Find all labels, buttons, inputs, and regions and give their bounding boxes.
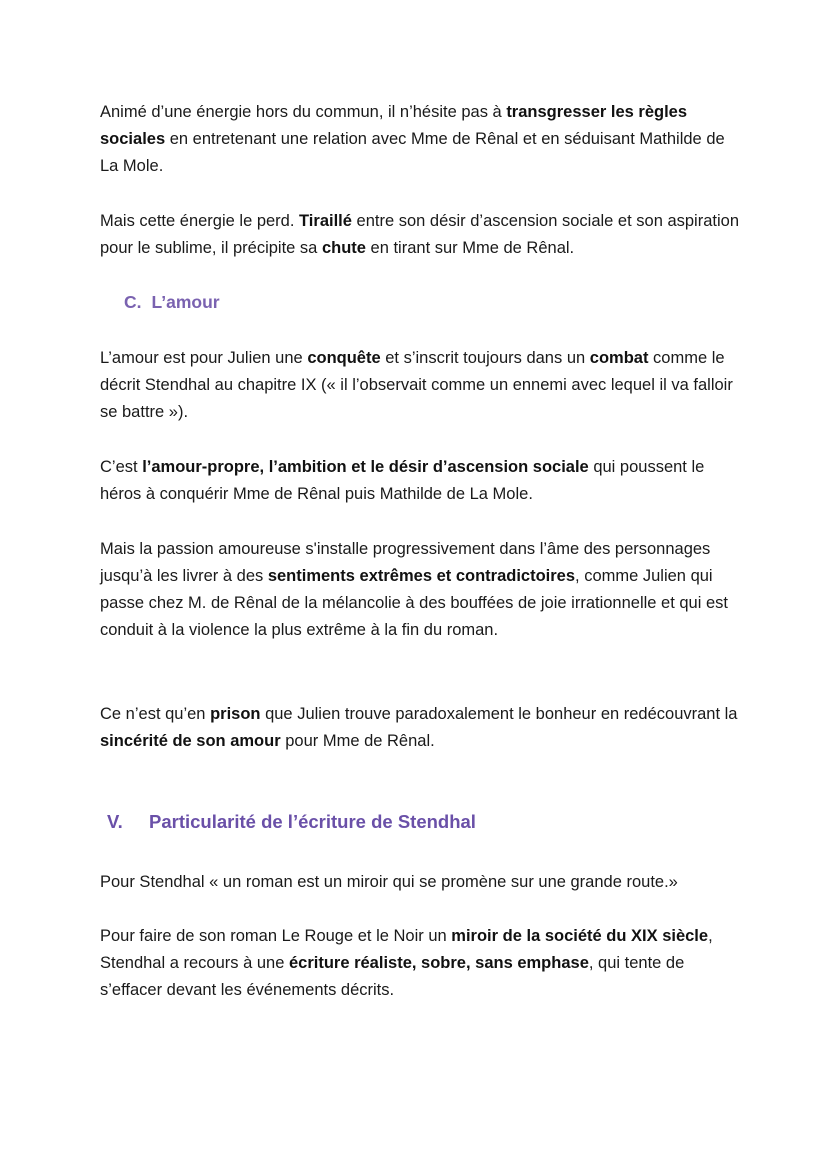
bold-text: l’amour-propre, l’ambition et le désir d’ascension sociale (142, 458, 589, 476)
paragraph-text: Ce n’est qu’en (100, 705, 211, 723)
paragraph-text: Animé d’une énergie hors du commun, il n’hésite pas à (100, 103, 507, 121)
section-heading (107, 811, 476, 833)
subsection-heading (124, 292, 220, 313)
paragraph-text: Pour faire de son roman Le Rouge et le Noir un (100, 927, 452, 945)
paragraph-ambition (100, 454, 740, 508)
paragraph-text: Pour Stendhal « un roman est un miroir qui se promène sur une grande route.» (100, 873, 678, 891)
paragraph-text: Mais la passion amoureuse s'installe progressivement dans l’âme des personnages jusqu’à les livrer à des (100, 540, 711, 585)
paragraph-prison (100, 701, 740, 755)
paragraph-text: , Stendhal a recours à une (100, 927, 713, 972)
paragraph-conquest (100, 345, 740, 426)
section-title: Particularité de l’écriture de Stendhal (149, 811, 476, 832)
subsection-title: L’amour (151, 292, 220, 312)
section-number: V. (107, 811, 123, 832)
bold-text: conquête (307, 349, 381, 367)
paragraph-text: , qui tente de s’effacer devant les événements décrits. (100, 954, 685, 999)
bold-text: sincérité de son amour (100, 732, 281, 750)
paragraph-text: qui poussent le héros à conquérir Mme de Rênal puis Mathilde de La Mole. (100, 458, 705, 503)
paragraph-text: C’est (100, 458, 143, 476)
paragraph-text: et s’inscrit toujours dans un (380, 349, 590, 367)
bold-text: Tiraillé (299, 212, 352, 230)
bold-text: combat (589, 349, 649, 367)
paragraph-text: , comme Julien qui passe chez M. de Rênal de la mélancolie à des bouffées de joie irrationnelle et qui est conduit à la violence la plus extrême à la fin du roman. (100, 567, 728, 639)
paragraph-text: entre son désir d’ascension sociale et son aspiration pour le sublime, il précipite sa (100, 212, 739, 257)
paragraph-mirror-quote (100, 869, 740, 896)
bold-text: miroir de la société du XIX siècle (451, 927, 709, 945)
bold-text: sentiments extrêmes et contradictoires (267, 567, 576, 585)
paragraph-text: pour Mme de Rênal. (280, 732, 435, 750)
paragraph-passion (100, 536, 740, 644)
paragraph-text: en tirant sur Mme de Rênal. (365, 239, 575, 257)
paragraph-text: comme le décrit Stendhal au chapitre IX (« il l’observait comme un ennemi avec lequel il va falloir se battre »). (100, 349, 733, 421)
bold-text: prison (210, 705, 261, 723)
bold-text: chute (321, 239, 366, 257)
paragraph-text: Mais cette énergie le perd. (100, 212, 300, 230)
paragraph-text: que Julien trouve paradoxalement le bonheur en redécouvrant la (260, 705, 738, 723)
paragraph-text: L’amour est pour Julien une (100, 349, 308, 367)
paragraph-energy (100, 99, 740, 180)
paragraph-realism (100, 923, 740, 1004)
bold-text: transgresser les règles sociales (100, 103, 688, 148)
bold-text: écriture réaliste, sobre, sans emphase (288, 954, 589, 972)
paragraph-text: en entretenant une relation avec Mme de Rênal et en séduisant Mathilde de La Mole. (100, 130, 725, 175)
paragraph-fall (100, 208, 740, 262)
subsection-number: C. (124, 292, 142, 312)
